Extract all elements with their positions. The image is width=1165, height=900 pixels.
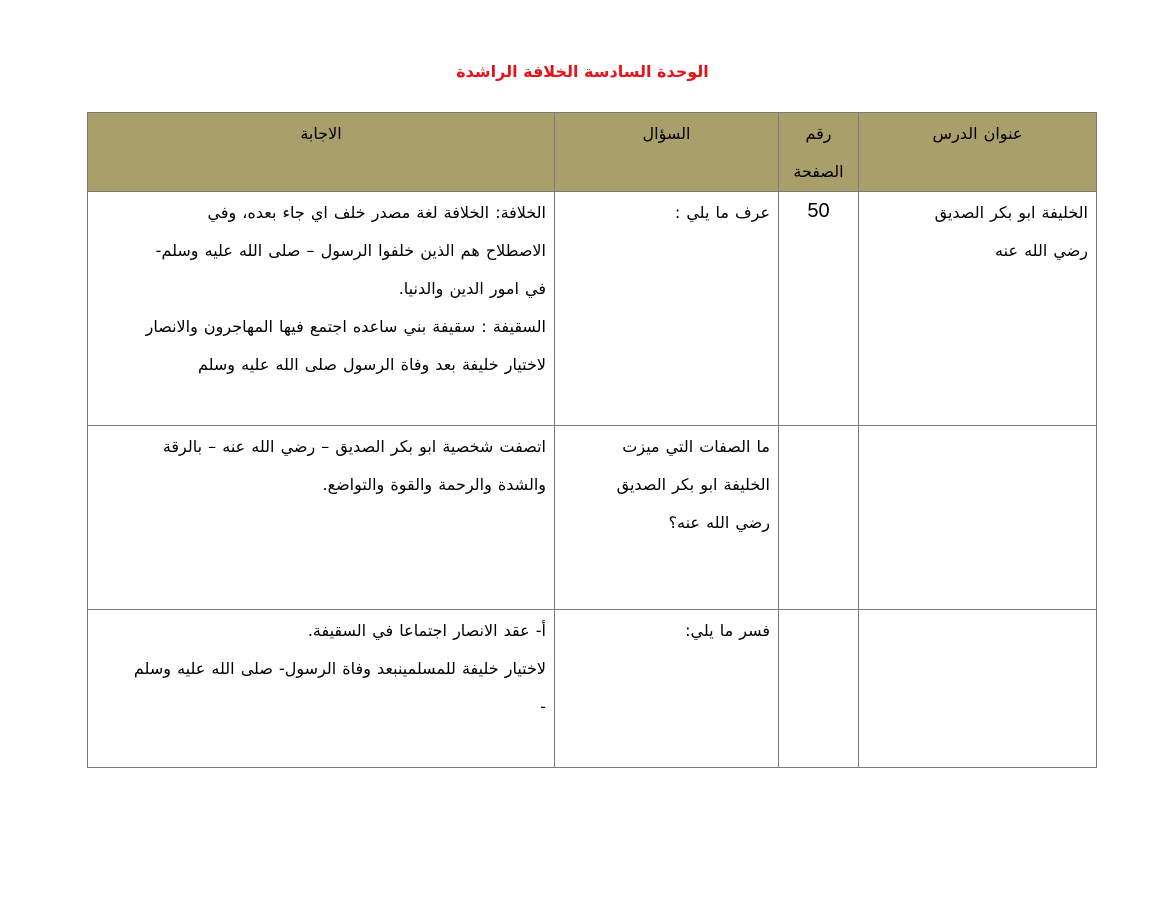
header-page-number-line1: رقم <box>805 124 832 143</box>
question-cell <box>555 192 779 426</box>
answer-line: اتصفت شخصية ابو بكر الصديق – رضي الله عنه – بالرقة <box>162 437 546 456</box>
lesson-title-line: رضي الله عنه <box>995 241 1088 260</box>
question-line: فسر ما يلي: <box>685 621 770 640</box>
answer-line: أ- عقد الانصار اجتماعا في السقيفة. <box>307 621 546 640</box>
lesson-title-cell <box>859 426 1097 610</box>
lesson-title-cell <box>859 610 1097 768</box>
answer-line: لاختيار خليفة بعد وفاة الرسول صلى الله عليه وسلم <box>197 355 546 374</box>
page-number-cell <box>779 610 859 768</box>
answer-cell <box>88 426 555 610</box>
header-answer: الاجابة <box>88 113 555 192</box>
question-cell <box>555 610 779 768</box>
table-row <box>88 426 1097 610</box>
question-line: رضي الله عنه؟ <box>668 513 770 532</box>
header-page-number-line2: الصفحة <box>793 162 844 181</box>
table-header-row <box>88 113 1097 192</box>
answer-line: السقيفة : سقيفة بني ساعده اجتمع فيها المهاجرون والانصار <box>145 317 546 336</box>
answer-line: الاصطلاح هم الذين خلفوا الرسول – صلى الله عليه وسلم- <box>155 241 546 260</box>
page-number-cell: 50 <box>779 192 859 426</box>
answer-cell <box>88 610 555 768</box>
answer-line: - <box>540 697 546 716</box>
answer-line: والشدة والرحمة والقوة والتواضع. <box>322 475 546 494</box>
header-page-number <box>779 113 859 192</box>
page-number-cell <box>779 426 859 610</box>
answer-line: في امور الدين والدنيا. <box>398 279 546 298</box>
answer-line: الخلافة: الخلافة لغة مصدر خلف اي جاء بعده، وفي <box>207 203 546 222</box>
question-line: الخليفة ابو بكر الصديق <box>616 475 770 494</box>
table-row <box>88 192 1097 426</box>
answer-line: لاختيار خليفة للمسلمينبعد وفاة الرسول- صلى الله عليه وسلم <box>133 659 546 678</box>
lesson-title-cell <box>859 192 1097 426</box>
lesson-title-line: الخليفة ابو بكر الصديق <box>934 203 1088 222</box>
table-row <box>88 610 1097 768</box>
question-line: عرف ما يلي : <box>674 203 770 222</box>
question-line: ما الصفات التي ميزت <box>622 437 770 456</box>
page-title: الوحدة السادسة الخلافة الراشدة <box>456 62 709 81</box>
question-cell <box>555 426 779 610</box>
header-lesson-title: عنوان الدرس <box>859 113 1097 192</box>
header-question: السؤال <box>555 113 779 192</box>
answer-cell <box>88 192 555 426</box>
lessons-table <box>87 112 1097 768</box>
